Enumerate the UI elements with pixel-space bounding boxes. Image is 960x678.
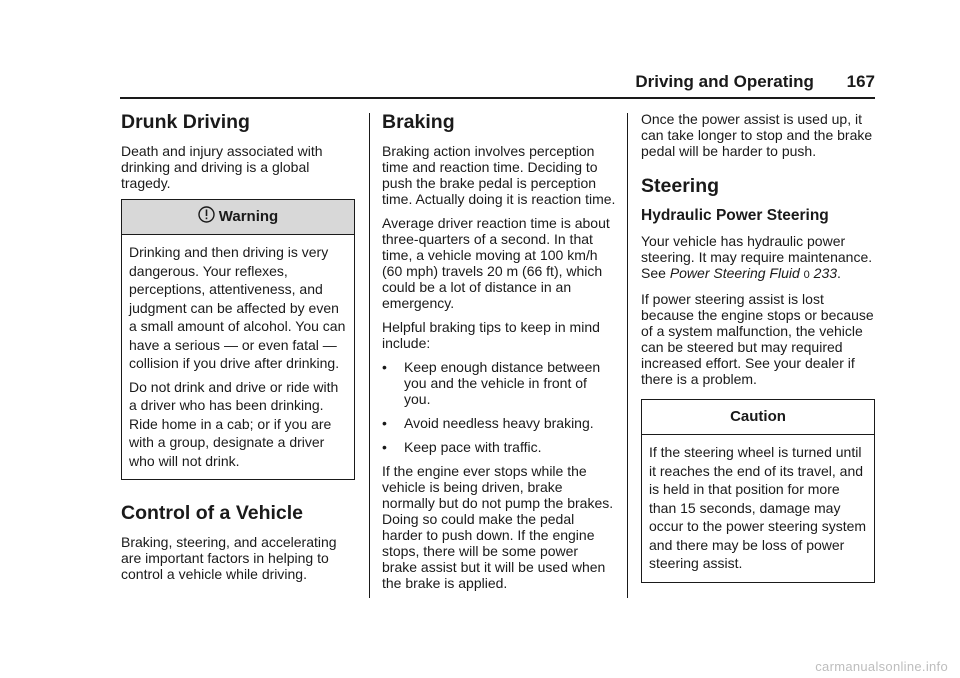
- steering-heading: Steering: [641, 175, 720, 197]
- section-title: Driving and Operating: [635, 72, 814, 91]
- warning-paragraph-2: Do not drink and drive or ride with a driver who has been drinking. Ride home in a cab; or if you are with a group, designate a driver who will not drink.: [129, 378, 339, 469]
- page-reference-arrow-icon: 0: [803, 269, 810, 281]
- page-reference[interactable]: 233: [813, 265, 838, 281]
- power-steering-lost-text: If power steering assist is lost because the engine stops or because of a system malfunction, the vehicle can be steered but may required increased effort. See your dealer if there is a problem.: [641, 291, 874, 387]
- watermark: carmanualsonline.info: [815, 659, 948, 674]
- hydraulic-power-steering-text: Your vehicle has hydraulic power steering. It may require maintenance. See Power Steering Fluid 0 233.: [641, 233, 873, 281]
- warning-icon: [198, 202, 215, 236]
- warning-title: Warning: [218, 208, 279, 225]
- caution-text: If the steering wheel is turned until it reaches the end of its travel, and is held in that position for more than 15 seconds, damage may occur to the power steering system and there may be loss of power steering assist.: [649, 444, 867, 571]
- hydraulic-power-steering-heading: Hydraulic Power Steering: [641, 207, 829, 224]
- caution-header: Caution: [642, 400, 874, 435]
- column-divider-2: [627, 113, 628, 598]
- braking-paragraph-4: If the engine ever stops while the vehicle is being driven, brake normally but do not pump the brakes. Doing so could make the pedal harder to push down. If the engine stops, there will be some power brake assist but it will be used when the brake is applied.: [382, 463, 614, 591]
- braking-paragraph-2: Average driver reaction time is about three-quarters of a second. In that time, a vehicle moving at 100 km/h (60 mph) travels 20 m (66 ft), which could be a lot of distance in an emergency.: [382, 215, 610, 311]
- column-divider-1: [369, 113, 370, 598]
- bullet-marker: •: [382, 415, 387, 431]
- warning-box: [121, 199, 355, 480]
- drunk-driving-heading: Drunk Driving: [121, 111, 250, 133]
- page-number: 167: [846, 72, 875, 91]
- braking-heading: Braking: [382, 111, 455, 133]
- caution-box: [641, 399, 875, 583]
- list-item: [382, 415, 616, 431]
- braking-paragraph-1: Braking action involves perception time and reaction time. Deciding to push the brake pedal is perception time. Actually doing it is reaction time.: [382, 143, 616, 207]
- list-item: [382, 439, 616, 455]
- bullet-text: Keep pace with traffic.: [404, 439, 542, 455]
- bullet-marker: •: [382, 439, 387, 455]
- bullet-marker: •: [382, 359, 387, 375]
- warning-header: [122, 200, 354, 235]
- header-rule: [120, 97, 875, 99]
- page-header: [0, 72, 875, 92]
- bullet-text: Avoid needless heavy braking.: [404, 415, 594, 431]
- power-assist-text: Once the power assist is used up, it can take longer to stop and the brake pedal will be harder to push.: [641, 111, 873, 159]
- warning-paragraph-1: Drinking and then driving is very dangerous. Your reflexes, perceptions, attentiveness, and judgment can be affected by even a small amount of alcohol. You can have a serious — or even fatal — collision if you drive after drinking.: [129, 244, 346, 371]
- drunk-driving-text: Death and injury associated with drinking and driving is a global tragedy.: [121, 143, 323, 191]
- power-steering-fluid-link[interactable]: Power Steering Fluid: [669, 265, 800, 281]
- list-item: [382, 359, 616, 407]
- bullet-text: Keep enough distance between you and the vehicle in front of you.: [404, 359, 601, 407]
- column-1: [121, 111, 355, 590]
- column-3: [641, 111, 875, 591]
- warning-body: [122, 235, 354, 479]
- column-2: [382, 111, 616, 599]
- braking-paragraph-3: Helpful braking tips to keep in mind include:: [382, 319, 600, 351]
- caution-body: [642, 435, 874, 582]
- control-heading: Control of a Vehicle: [121, 502, 304, 524]
- control-text: Braking, steering, and accelerating are important factors in helping to control a vehicle while driving.: [121, 534, 337, 582]
